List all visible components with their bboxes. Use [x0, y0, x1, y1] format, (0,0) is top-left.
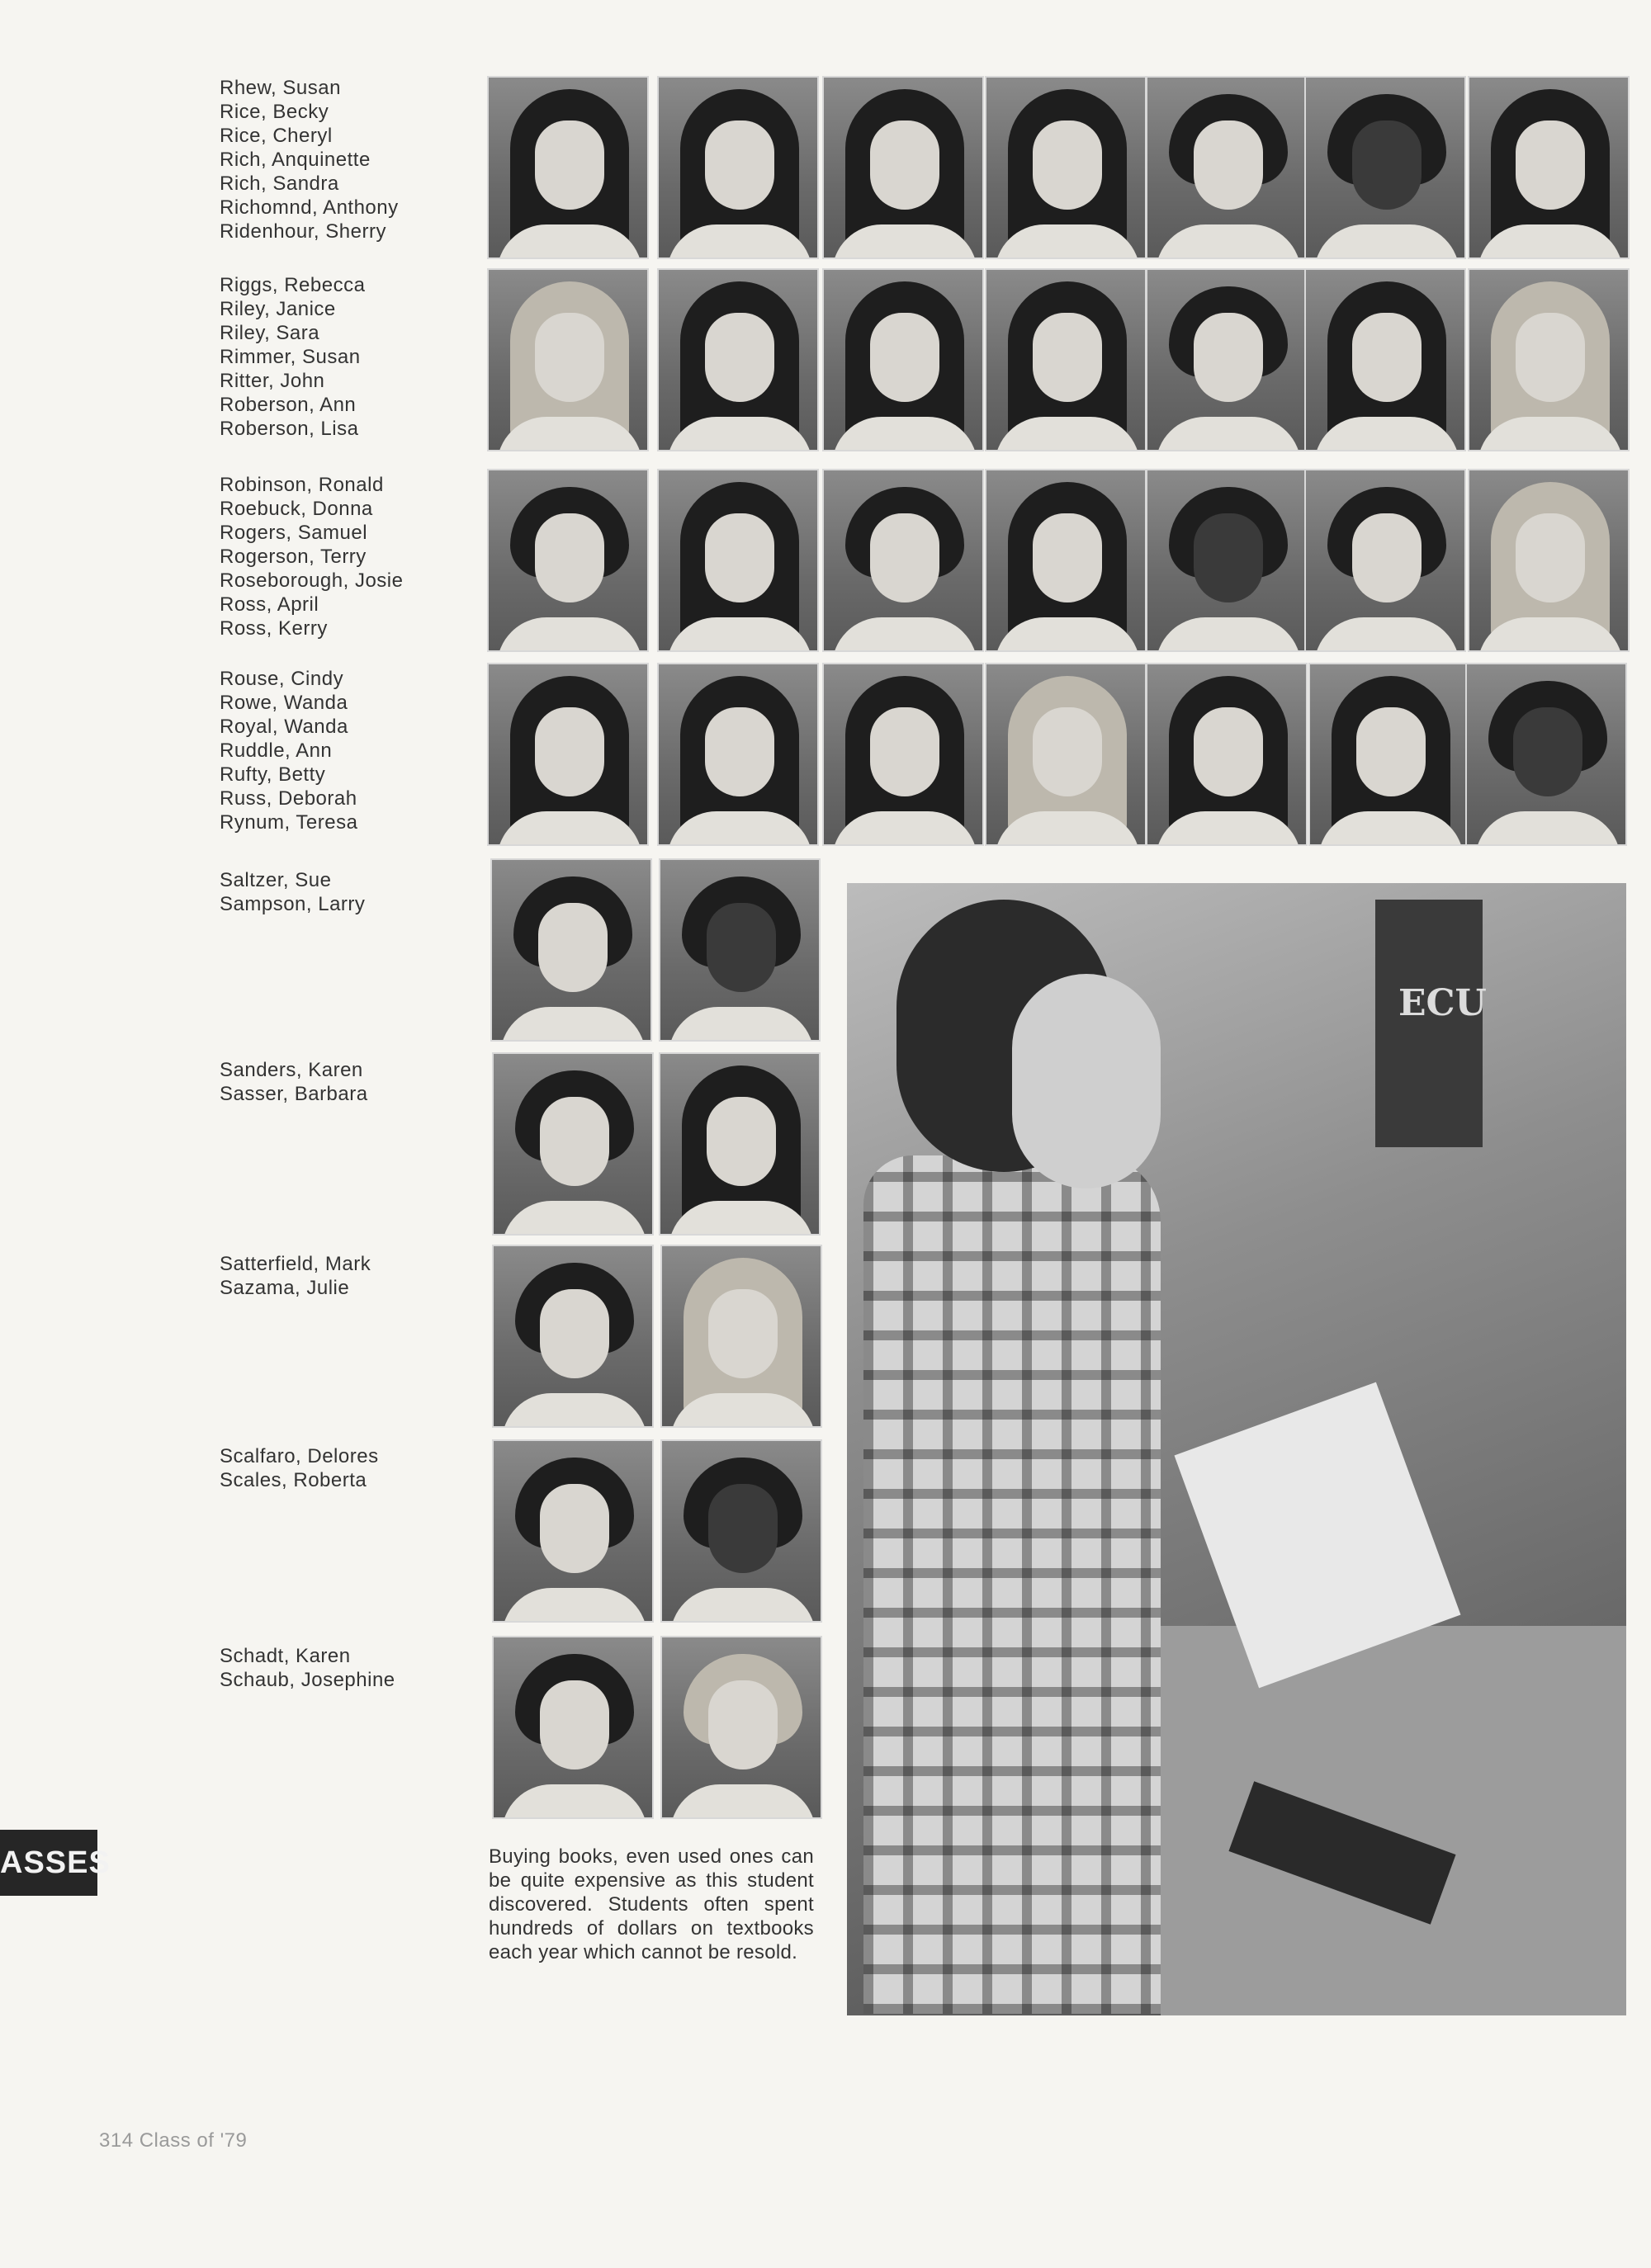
portrait-photo — [985, 76, 1147, 259]
student-name: Ross, April — [220, 593, 319, 616]
name-list-3 — [220, 473, 403, 640]
portrait-photo — [1304, 268, 1466, 451]
portrait-photo — [1146, 76, 1308, 259]
student-name: Sanders, Karen — [220, 1059, 363, 1081]
portrait-photo — [660, 1245, 822, 1428]
student-name: Rouse, Cindy — [220, 668, 344, 690]
portrait-photo — [659, 1052, 821, 1236]
portrait-photo — [659, 858, 821, 1042]
student-name: Rich, Anquinette — [220, 149, 371, 171]
checkout-counter — [1161, 1626, 1626, 2015]
portrait-photo — [657, 76, 819, 259]
student-name: Satterfield, Mark — [220, 1253, 371, 1275]
portrait-photo — [1146, 268, 1308, 451]
portrait-photo — [1304, 469, 1466, 652]
student-name: Rice, Cheryl — [220, 125, 333, 147]
student-name: Schaub, Josephine — [220, 1669, 395, 1691]
student-name: Rich, Sandra — [220, 172, 339, 195]
portrait-photo — [492, 1636, 654, 1819]
student-name: Sasser, Barbara — [220, 1083, 368, 1105]
student-face — [1012, 974, 1161, 1188]
student-name: Scales, Roberta — [220, 1469, 367, 1491]
name-list-5 — [220, 868, 365, 916]
student-name: Riley, Janice — [220, 298, 336, 320]
student-name: Sampson, Larry — [220, 893, 366, 915]
student-name: Royal, Wanda — [220, 716, 348, 738]
portrait-photo — [490, 858, 652, 1042]
portrait-photo — [822, 663, 984, 846]
student-name: Scalfaro, Delores — [220, 1445, 379, 1467]
student-name: Saltzer, Sue — [220, 869, 332, 891]
student-name: Roseborough, Josie — [220, 569, 404, 592]
portrait-photo — [487, 469, 649, 652]
student-name: Ridenhour, Sherry — [220, 220, 386, 243]
portrait-photo — [487, 76, 649, 259]
portrait-photo — [657, 268, 819, 451]
portrait-photo — [822, 268, 984, 451]
name-list-8 — [220, 1444, 379, 1492]
name-list-4 — [220, 667, 357, 834]
student-name: Rogers, Samuel — [220, 522, 368, 544]
portrait-photo — [822, 76, 984, 259]
student-name: Riggs, Rebecca — [220, 274, 366, 296]
student-name: Ritter, John — [220, 370, 325, 392]
student-name: Rynum, Teresa — [220, 811, 358, 834]
student-name: Rogerson, Terry — [220, 546, 367, 568]
student-name: Richomnd, Anthony — [220, 196, 399, 219]
student-name: Riley, Sara — [220, 322, 320, 344]
page-footer: 314 Class of '79 — [99, 2129, 248, 2152]
student-name: Rimmer, Susan — [220, 346, 361, 368]
portrait-photo — [487, 268, 649, 451]
portrait-photo — [1465, 663, 1627, 846]
portrait-photo — [1146, 469, 1308, 652]
student-name: Rice, Becky — [220, 101, 329, 123]
student-name: Sazama, Julie — [220, 1277, 350, 1299]
student-name: Roebuck, Donna — [220, 498, 373, 520]
portrait-photo — [657, 663, 819, 846]
name-list-9 — [220, 1644, 395, 1692]
student-name: Rufty, Betty — [220, 763, 326, 786]
student-name: Ross, Kerry — [220, 617, 328, 640]
portrait-photo — [1468, 268, 1630, 451]
bookstore-photo — [847, 883, 1626, 2015]
portrait-photo — [657, 469, 819, 652]
portrait-photo — [985, 663, 1147, 846]
name-list-1 — [220, 76, 399, 243]
sign-text: ECU — [1398, 982, 1487, 1024]
student-name: Roberson, Lisa — [220, 418, 359, 440]
student-name: Rhew, Susan — [220, 77, 341, 99]
portrait-photo — [985, 268, 1147, 451]
section-tab: ASSES — [0, 1830, 97, 1896]
portrait-photo — [1146, 663, 1308, 846]
portrait-photo — [492, 1439, 654, 1623]
portrait-photo — [1468, 469, 1630, 652]
student-name: Schadt, Karen — [220, 1645, 351, 1667]
student-name: Roberson, Ann — [220, 394, 357, 416]
name-list-6 — [220, 1058, 368, 1106]
student-name: Rowe, Wanda — [220, 692, 348, 714]
portrait-photo — [487, 663, 649, 846]
student-name: Russ, Deborah — [220, 787, 357, 810]
student-name: Robinson, Ronald — [220, 474, 384, 496]
portrait-photo — [822, 469, 984, 652]
portrait-photo — [1308, 663, 1470, 846]
photo-caption: Buying books, even used ones can be quite expensive as this student discovered. Students often spent hundreds of dollars on textbooks each year which cannot be resold. — [489, 1845, 814, 1963]
portrait-photo — [492, 1052, 654, 1236]
portrait-photo — [1468, 76, 1630, 259]
student-shirt — [863, 1155, 1161, 2014]
portrait-photo — [1304, 76, 1466, 259]
portrait-photo — [985, 469, 1147, 652]
portrait-photo — [492, 1245, 654, 1428]
name-list-7 — [220, 1252, 371, 1300]
portrait-photo — [660, 1636, 822, 1819]
student-name: Ruddle, Ann — [220, 739, 333, 762]
name-list-2 — [220, 273, 365, 441]
portrait-photo — [660, 1439, 822, 1623]
